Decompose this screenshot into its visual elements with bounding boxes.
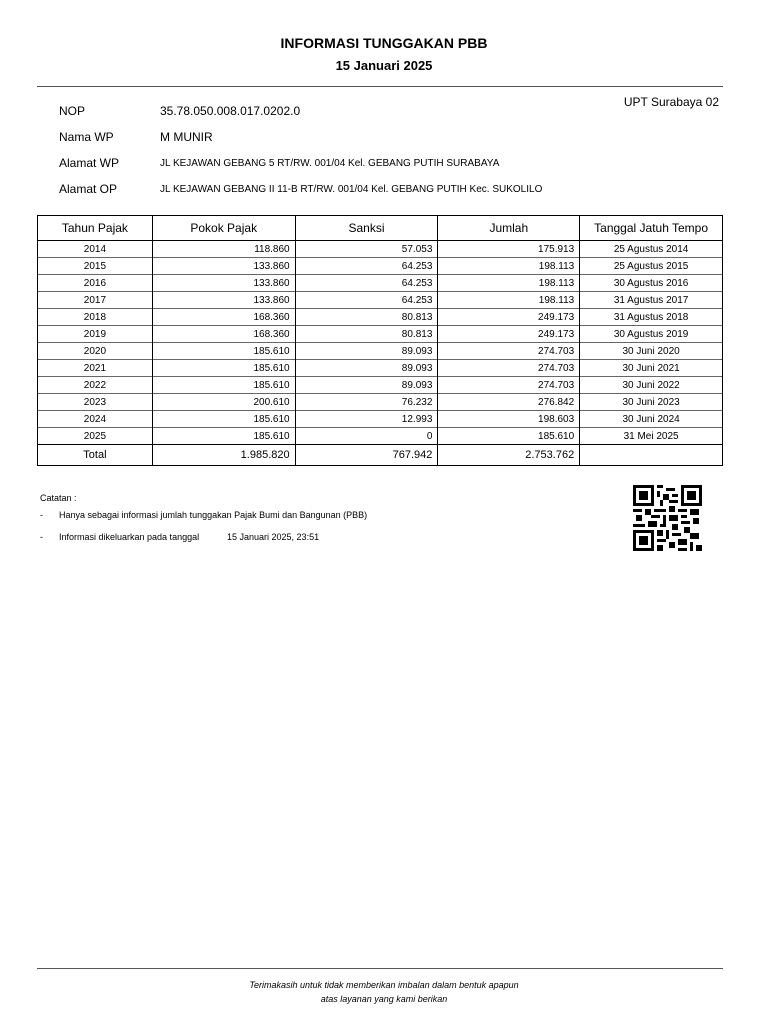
table-row xyxy=(38,326,723,343)
cell-year: 2014 xyxy=(38,241,153,258)
cell-penalty: 80.813 xyxy=(295,326,438,343)
table-row xyxy=(38,428,723,445)
note-bullet: - xyxy=(40,532,43,542)
cell-due-date: 30 Juni 2022 xyxy=(580,377,723,394)
cell-amount: 274.703 xyxy=(438,360,580,377)
cell-year: 2022 xyxy=(38,377,153,394)
bottom-divider xyxy=(37,968,723,969)
table-row xyxy=(38,360,723,377)
cell-due-date: 30 Juni 2024 xyxy=(580,411,723,428)
cell-due-date: 31 Agustus 2018 xyxy=(580,309,723,326)
footer xyxy=(0,978,768,1006)
cell-principal: 133.860 xyxy=(152,292,295,309)
top-divider xyxy=(37,86,723,87)
note-item xyxy=(40,510,368,526)
alamat-op-value: JL KEJAWAN GEBANG II 11-B RT/RW. 001/04 Kel. GEBANG PUTIH Kec. SUKOLILO xyxy=(160,184,543,195)
note-bullet: - xyxy=(40,510,43,520)
cell-penalty: 89.093 xyxy=(295,360,438,377)
note-issued-label: Informasi dikeluarkan pada tanggal xyxy=(59,532,200,542)
notes-title: Catatan : xyxy=(40,493,77,503)
cell-due-date: 31 Mei 2025 xyxy=(580,428,723,445)
cell-year: 2023 xyxy=(38,394,153,411)
table-row xyxy=(38,309,723,326)
cell-principal: 133.860 xyxy=(152,258,295,275)
cell-year: 2024 xyxy=(38,411,153,428)
cell-year: 2017 xyxy=(38,292,153,309)
note-issued-datetime: 15 Januari 2025, 23:51 xyxy=(227,532,320,542)
cell-amount: 249.173 xyxy=(438,326,580,343)
cell-amount: 185.610 xyxy=(438,428,580,445)
cell-due-date: 31 Agustus 2017 xyxy=(580,292,723,309)
table-header-row xyxy=(38,216,723,241)
cell-principal: 200.610 xyxy=(152,394,295,411)
table-row xyxy=(38,241,723,258)
cell-due-date: 25 Agustus 2015 xyxy=(580,258,723,275)
alamat-op-label: Alamat OP xyxy=(59,182,118,196)
total-principal: 1.985.820 xyxy=(152,445,295,466)
cell-year: 2015 xyxy=(38,258,153,275)
cell-due-date: 25 Agustus 2014 xyxy=(580,241,723,258)
cell-amount: 198.113 xyxy=(438,275,580,292)
col-header-year: Tahun Pajak xyxy=(38,216,153,241)
total-penalty: 767.942 xyxy=(295,445,438,466)
qr-code-icon xyxy=(633,485,702,551)
alamat-wp-label: Alamat WP xyxy=(59,156,120,170)
cell-due-date: 30 Agustus 2016 xyxy=(580,275,723,292)
note-text: Hanya sebagai informasi jumlah tunggakan Pajak Bumi dan Bangunan (PBB) xyxy=(59,510,368,520)
cell-year: 2019 xyxy=(38,326,153,343)
table-row xyxy=(38,343,723,360)
cell-penalty: 89.093 xyxy=(295,377,438,394)
cell-principal: 118.860 xyxy=(152,241,295,258)
footer-line-2: atas layanan yang kami berikan xyxy=(320,994,448,1004)
cell-penalty: 89.093 xyxy=(295,343,438,360)
cell-amount: 198.603 xyxy=(438,411,580,428)
table-row xyxy=(38,377,723,394)
total-due-date xyxy=(580,445,723,466)
office-label: UPT Surabaya 02 xyxy=(623,95,719,109)
cell-year: 2021 xyxy=(38,360,153,377)
note-item xyxy=(40,532,320,548)
cell-due-date: 30 Agustus 2019 xyxy=(580,326,723,343)
nop-value: 35.78.050.008.017.0202.0 xyxy=(160,104,301,118)
cell-amount: 276.842 xyxy=(438,394,580,411)
cell-due-date: 30 Juni 2023 xyxy=(580,394,723,411)
table-row xyxy=(38,411,723,428)
cell-penalty: 80.813 xyxy=(295,309,438,326)
tax-arrears-table xyxy=(37,215,723,466)
footer-line-1: Terimakasih untuk tidak memberikan imbalan dalam bentuk apapun xyxy=(249,980,519,990)
cell-year: 2020 xyxy=(38,343,153,360)
cell-amount: 274.703 xyxy=(438,377,580,394)
cell-principal: 185.610 xyxy=(152,411,295,428)
cell-principal: 185.610 xyxy=(152,428,295,445)
cell-penalty: 0 xyxy=(295,428,438,445)
table-row xyxy=(38,394,723,411)
notes-section xyxy=(40,493,368,548)
cell-principal: 185.610 xyxy=(152,360,295,377)
cell-principal: 185.610 xyxy=(152,343,295,360)
nop-label: NOP xyxy=(59,104,86,118)
col-header-principal: Pokok Pajak xyxy=(152,216,295,241)
cell-penalty: 12.993 xyxy=(295,411,438,428)
cell-due-date: 30 Juni 2021 xyxy=(580,360,723,377)
cell-penalty: 57.053 xyxy=(295,241,438,258)
document-title: INFORMASI TUNGGAKAN PBB xyxy=(280,35,488,51)
col-header-amount: Jumlah xyxy=(438,216,580,241)
table-row xyxy=(38,258,723,275)
cell-amount: 249.173 xyxy=(438,309,580,326)
total-year: Total xyxy=(38,445,153,466)
cell-year: 2025 xyxy=(38,428,153,445)
cell-year: 2016 xyxy=(38,275,153,292)
cell-principal: 133.860 xyxy=(152,275,295,292)
table-total-row xyxy=(38,445,723,466)
col-header-penalty: Sanksi xyxy=(295,216,438,241)
nama-label: Nama WP xyxy=(59,130,114,144)
cell-penalty: 64.253 xyxy=(295,275,438,292)
total-amount: 2.753.762 xyxy=(438,445,580,466)
cell-amount: 198.113 xyxy=(438,258,580,275)
cell-penalty: 64.253 xyxy=(295,258,438,275)
cell-year: 2018 xyxy=(38,309,153,326)
table-row xyxy=(38,275,723,292)
cell-amount: 198.113 xyxy=(438,292,580,309)
cell-penalty: 76.232 xyxy=(295,394,438,411)
cell-penalty: 64.253 xyxy=(295,292,438,309)
nama-value: M MUNIR xyxy=(160,130,213,144)
cell-principal: 168.360 xyxy=(152,326,295,343)
col-header-due-date: Tanggal Jatuh Tempo xyxy=(580,216,723,241)
cell-amount: 274.703 xyxy=(438,343,580,360)
alamat-wp-value: JL KEJAWAN GEBANG 5 RT/RW. 001/04 Kel. GEBANG PUTIH SURABAYA xyxy=(160,158,500,169)
cell-principal: 185.610 xyxy=(152,377,295,394)
document-date: 15 Januari 2025 xyxy=(335,58,433,73)
cell-principal: 168.360 xyxy=(152,309,295,326)
cell-amount: 175.913 xyxy=(438,241,580,258)
table-row xyxy=(38,292,723,309)
cell-due-date: 30 Juni 2020 xyxy=(580,343,723,360)
